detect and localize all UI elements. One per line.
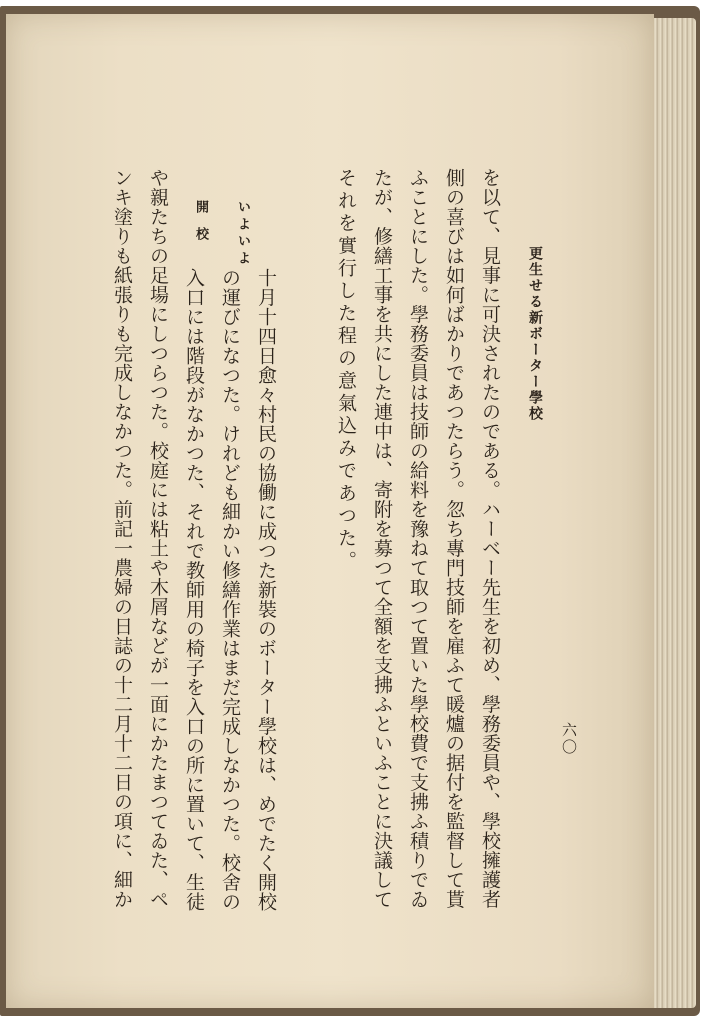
book-page xyxy=(6,14,654,1008)
text-column: 側の喜びは如何ばかりであつたらう。忽ち專門技師を雇ふて暖爐の据付を監督して貰 xyxy=(443,168,465,909)
text-column: を以て、見事に可決されたのである。ハーベー先生を初め、學務委員や、學校擁護者 xyxy=(479,168,501,909)
section-heading: 開校 xyxy=(193,200,208,254)
text-column: や親たちの足場にしつらつた。校庭には粘土や木屑などが一面にかたまつてゐた、ペ xyxy=(147,168,169,909)
text-column: ふことにした。學務委員は技師の給料を豫ねて取つて置いた學校費で支拂ふ積りでゐ xyxy=(407,168,429,909)
text-column: それを實行した程の意氣込みであつた。 xyxy=(335,168,357,573)
page-number: 六〇 xyxy=(560,722,578,756)
section-heading: いよいよ xyxy=(235,200,250,268)
text-column: の運びになつた。けれども細かい修繕作業はまだ完成しなかつた。校舍の xyxy=(219,268,241,912)
text-column: 十月十四日愈々村民の協働に成つた新裝のボーター學校は、めでたく開校 xyxy=(255,268,277,912)
text-column: たが、修繕工事を共にした連中は、寄附を募つて全額を支拂ふといふことに決議して xyxy=(371,168,393,909)
running-title: 更生せる新ボーター學校 xyxy=(527,246,543,422)
text-column: ンキ塗りも紙張りも完成しなかつた。前記一農婦の日誌の十二月十二日の項に、細か xyxy=(111,168,133,909)
text-column: 入口には階段がなかつた、それで教師用の椅子を入口の所に置いて、生徒 xyxy=(183,268,205,912)
